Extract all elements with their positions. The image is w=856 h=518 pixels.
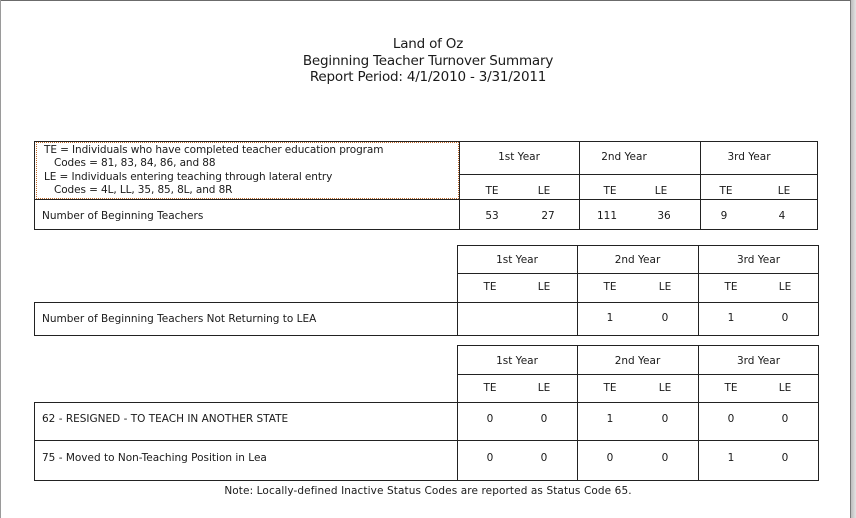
cell-te-year2: 1 — [606, 413, 614, 425]
te-codes: Codes = 81, 83, 84, 86, and 88 — [54, 157, 216, 169]
sub-le: LE — [537, 185, 551, 197]
cell-te-year1: 0 — [486, 413, 494, 425]
sub-le: LE — [778, 382, 792, 394]
year-header-2: 2nd Year — [601, 151, 647, 163]
sub-te: TE — [719, 185, 733, 197]
year-header-2: 2nd Year — [614, 254, 661, 266]
cell-le-year2: 0 — [661, 452, 669, 464]
year-header-3: 3rd Year — [736, 355, 781, 367]
sub-le: LE — [777, 185, 791, 197]
sub-te: TE — [603, 382, 617, 394]
sub-le: LE — [658, 281, 672, 293]
year-header-1: 1st Year — [498, 151, 540, 163]
cell-te-year1: 0 — [486, 452, 494, 464]
cell-le-year2: 36 — [657, 210, 671, 222]
cell-le-year1: 0 — [540, 452, 548, 464]
sub-te: TE — [603, 185, 617, 197]
cell-te-year3: 0 — [727, 413, 735, 425]
report-period: Report Period: 4/1/2010 - 3/31/2011 — [309, 69, 547, 85]
report-title: Beginning Teacher Turnover Summary — [302, 53, 554, 69]
sub-le: LE — [778, 281, 792, 293]
sub-te: TE — [483, 382, 497, 394]
page-border-top — [0, 0, 856, 1]
cell-le-year3: 0 — [781, 452, 789, 464]
cell-le-year2: 0 — [661, 312, 669, 324]
sub-le: LE — [654, 185, 668, 197]
cell-te-year1: 53 — [485, 210, 499, 222]
year-header-2: 2nd Year — [614, 355, 661, 367]
sub-le: LE — [658, 382, 672, 394]
cell-te-year3: 1 — [727, 312, 735, 324]
cell-te-year2: 1 — [606, 312, 614, 324]
year-header-1: 1st Year — [496, 254, 538, 266]
row-label: Number of Beginning Teachers — [42, 210, 204, 222]
le-definition: LE = Individuals entering teaching through lateral entry — [44, 171, 333, 183]
row-label: 75 - Moved to Non-Teaching Position in Lea — [42, 452, 267, 464]
sub-le: LE — [537, 281, 551, 293]
cell-le-year3: 0 — [781, 312, 789, 324]
year-header-3: 3rd Year — [727, 151, 771, 163]
cell-le-year1: 0 — [540, 413, 548, 425]
te-definition: TE = Individuals who have completed teacher education program — [44, 144, 384, 156]
cell-te-year3: 9 — [720, 210, 728, 222]
footnote: Note: Locally-defined Inactive Status Codes are reported as Status Code 65. — [224, 485, 632, 497]
report-org-title: Land of Oz — [392, 36, 464, 52]
le-codes: Codes = 4L, LL, 35, 85, 8L, and 8R — [54, 184, 233, 196]
sub-te: TE — [603, 281, 617, 293]
row-label: 62 - RESIGNED - TO TEACH IN ANOTHER STATE — [42, 413, 289, 425]
cell-te-year3: 1 — [727, 452, 735, 464]
cell-te-year2: 111 — [596, 210, 618, 222]
cell-te-year2: 0 — [606, 452, 614, 464]
cell-le-year1: 27 — [541, 210, 555, 222]
year-header-1: 1st Year — [496, 355, 538, 367]
sub-te: TE — [483, 281, 497, 293]
te-le-legend — [36, 142, 459, 199]
sub-te: TE — [724, 382, 738, 394]
cell-le-year3: 4 — [778, 210, 786, 222]
year-header-3: 3rd Year — [736, 254, 781, 266]
sub-te: TE — [485, 185, 499, 197]
cell-le-year3: 0 — [781, 413, 789, 425]
row-label: Number of Beginning Teachers Not Returning to LEA — [42, 313, 317, 325]
cell-le-year2: 0 — [661, 413, 669, 425]
sub-te: TE — [724, 281, 738, 293]
sub-le: LE — [537, 382, 551, 394]
